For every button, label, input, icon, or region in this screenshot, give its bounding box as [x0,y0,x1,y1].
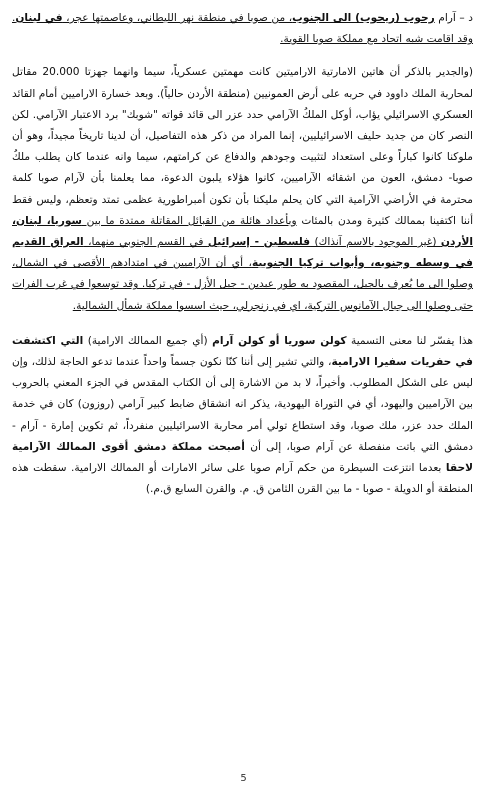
paragraph-aramean-military-history [12,62,473,316]
paragraph-aram-rehob [12,8,473,50]
text-run: وبأعداد هائلة من القبائل المقاتلة ممتدة ما بين [81,214,297,227]
text-run: بعدما انتزعت السيطرة من حكم آرام صوبا على سائر الامارات أو الممالك الارامية. سقطت هذه المنطقة أو الدويلة - صوبا - ما بين القرن الثامن ق. م. والقرن السابع ق.م.) [12,462,473,496]
text-run: التي اكتشفت في حفريات سفيرا الارامية [12,334,473,369]
text-run: سوريا، لبنان، الأردن [12,214,474,249]
text-run: ، أي أن الآراميين في امتدادهم الأقصى في الشمال، وصلوا الى ما يُعرف بالجبل، المقصود به طور عبدين - جبل الأزل - في تركيا. وقد توسعوا في غرب الفرات حتى وصلوا الى جبال الآمانوس التركية، اي في زنجرلي، حيث اسسوا مملكة شمأل الشمالية. [12,257,473,312]
text-run: كولن سوريا أو كولن آرام [212,334,347,347]
text-run: رحوب (ريحوب) الى الجنوب [292,12,435,24]
text-run: (والجدير بالذكر أن هاتين الامارتية الاراميتين كانت مهمتين عسكرياً، سيما وانهما جهزتا 20.000 مقاتل لمحاربة الملك داوود في حربه على أرض العمونيين (منطقة الأردن حالياً). وبعد خسارة الاراميين أمام القائد العسكري الاسرائيلي يؤاب، أوكل الملكُ الآرامي حدد عزر الى قائد قواته "شوبك" برد الاعتبار الآرامي. لكن النصر كان من جديد حليف الاسرائيليين، إنما المراد من ذكر هذه التفاصيل، أن لدينا تاريخاً مجيداً، وهو أن ملوكنا كانوا كباراً وعلى استعداد لتثبيت وجودهم والدفاع عن كرامتهم، سيما وانه عندما كان يطلب ملكُ صوبا- دمشق، العون من اشقائه الآراميين، كانوا هؤلاء يلبون الدعوة، مما يعلمنا بأن لآرام صوبا كلمة محترمة في الأراضي الآرامية التي كان يحلم مليكنا بأن تكون أمبراطورية عظمى تمتد وتعظم، وليس فقط أننا اكتفينا بممالك كثيرة ومدن بالمئات [12,66,474,227]
text-run: فلسطين - إسرائيل [207,236,311,249]
text-run: العراق القديم في وسطه وجنوبه، وأبواب تركيا الجنوبية [12,236,473,270]
page-number: 5 [240,773,247,784]
text-run: (غير الموجود بالاسم آنذاك) [310,236,441,249]
text-run: أصبحت مملكة دمشق أقوى الممالك الآرامية لاحقا [12,440,473,475]
text-run: هذا يفسّر لنا معنى التسمية [346,334,473,347]
text-run: ، من صوبا في منطقة نهر الليطاني، وعاصمتها عجر، [62,12,293,24]
text-run: ، والتي تشير إلى أننا كنّا نكون جسماً واحداً عندما تدعو الحاجة لذلك، وإن ليس على الشكل المطلوب. وأخيراً، لا بد من الاشارة إلى أن الكتاب المقدس في الجزء المعني بالحروب بين الآراميين واليهود، أي في التوراة اليهودية، يذكر انه انشقاق ضابط كبير آرامي (روزون) كان في خدمة الملك حدد عزر، ملك صوبا، وقد استطاع تولي أمر محاربة الاسرائيليين منفرداً، ثم تكوين إمارة - آرام - دمشق التي باتت منفصلة عن آرام صوبا، إلى أن [12,356,473,453]
text-run: في لبنان [15,12,63,24]
text-run: . وقد اقامت شبه اتحاد مع مملكة صوبا القوية. [12,12,473,46]
text-run: في القسم الجنوبي منهما، [83,236,208,249]
paragraph-colon-syria-explanation [12,331,473,501]
text-run: (أي جميع الممالك الارامية) [83,334,213,347]
text-run: د – آرام [434,12,474,24]
